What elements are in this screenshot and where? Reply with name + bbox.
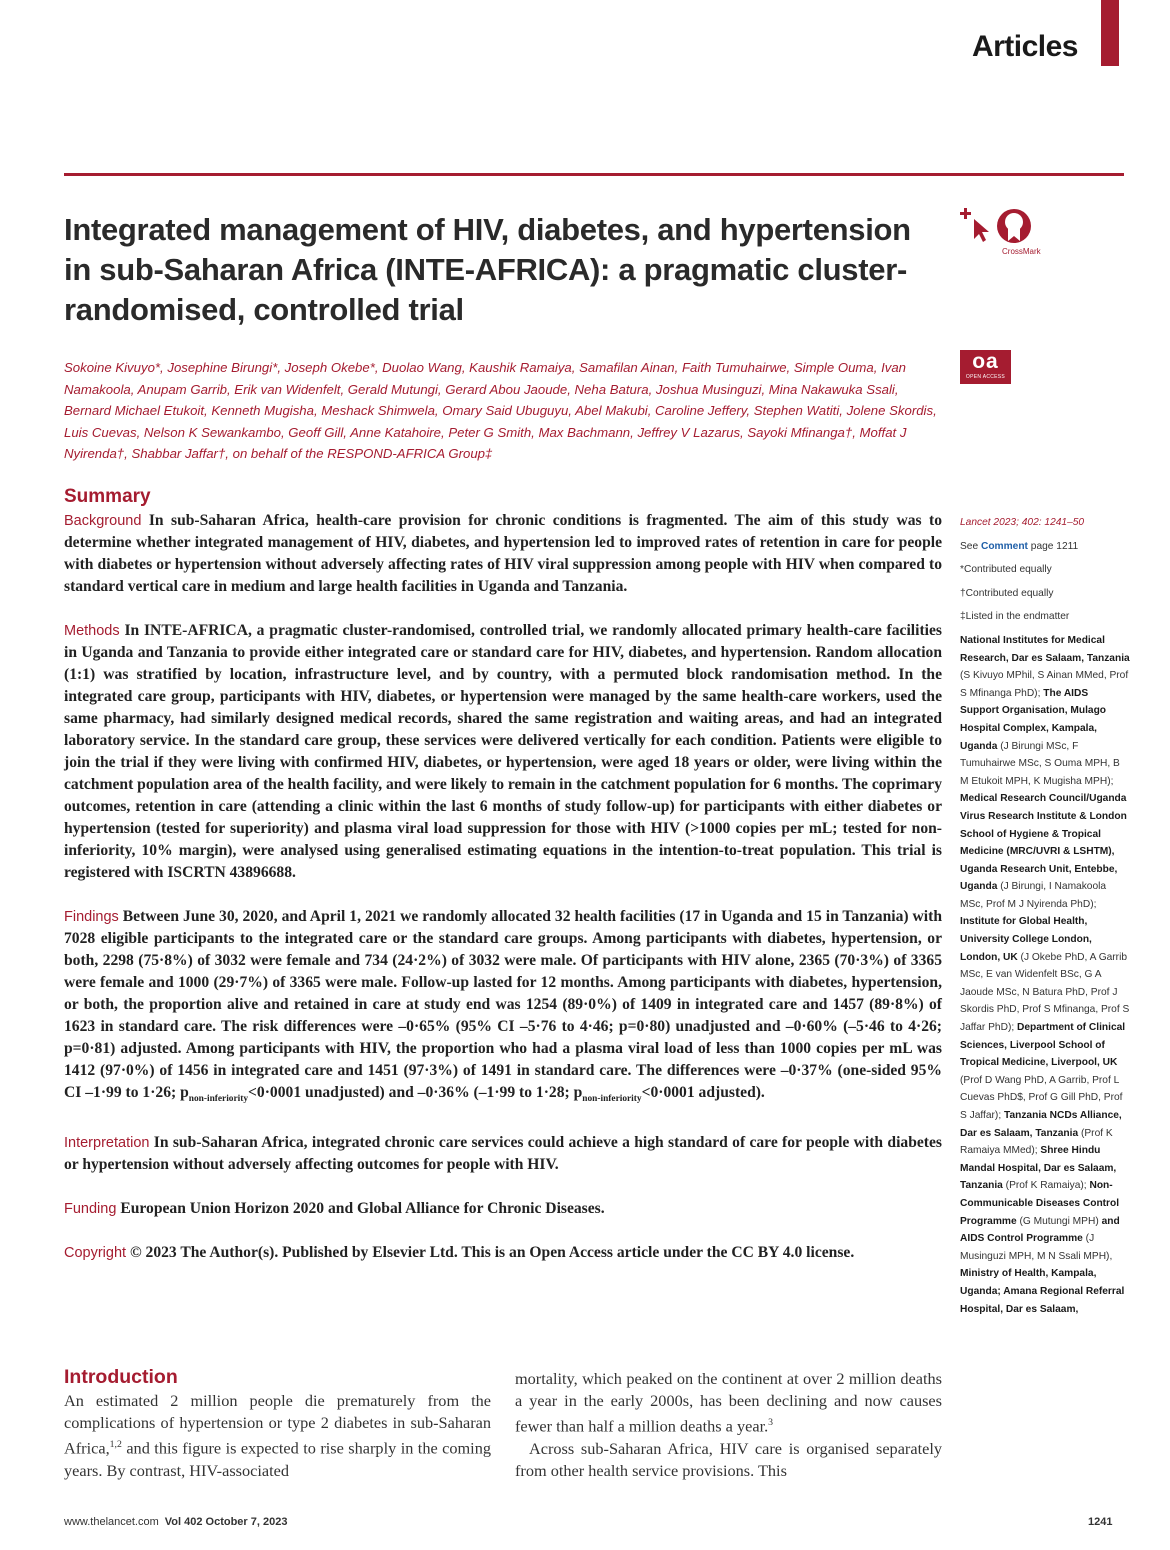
affiliation-separator: ; xyxy=(1034,1145,1041,1157)
intro-text: mortality, which peaked on the continent at over 2 million deaths a year in the early 2000s, has been declining and now causes fewer than half a million deaths a year. xyxy=(515,1369,942,1436)
affiliation-institution: Ministry of Health, Kampala, Uganda; Amana Regional Referral Hospital, Dar es Salaam, xyxy=(960,1268,1125,1315)
margin-sidebar xyxy=(960,514,1130,1318)
findings-subscript: non-inferiority xyxy=(582,1094,642,1105)
footnote-endmatter: ‡Listed in the endmatter xyxy=(960,611,1070,623)
intro-text: and this figure is expected to rise sharply in the coming years. By contrast, HIV-associated xyxy=(64,1438,491,1481)
affiliation-people: (Prof D Wang PhD, A Garrib, Prof L Cuevas PhD$, Prof G Gill PhD, Prof S Jaffar) xyxy=(960,1074,1123,1121)
citation: Lancet 2023; 402: 1241–50 xyxy=(960,517,1085,528)
funding-label: Funding xyxy=(64,1201,117,1218)
comment-link[interactable]: Comment xyxy=(980,540,1028,552)
volume-info: Vol 402 October 7, 2023 xyxy=(164,1516,288,1528)
findings-text: Between June 30, 2020, and April 1, 2021 we randomly allocated 32 health facilities (17 in Uganda and 15 in Tanzania) with 7028 eligible participants to the integrated care or the standard care groups. Among participants with diabetes, hypertension, or both, 2298 (75·8%) of 3032 were female and 734 (24·2%) of 3032 were male. Of participants with HIV alone, 2365 (70·3%) of 3365 were female and 1000 (29·7%) of 3365 were male. Follow-up lasted for 12 months. Among participants with diabetes, hypertension, or both, the proportion alive and retained in care at study end was 1254 (89·0%) of 1409 in integrated care and 1457 (89·8%) of 1623 in standard care. The risk differences were –0·65% (95% CI –5·76 to 4·46; p=0·80) unadjusted and –0·60% (–5·46 to 4·26; p=0·81) adjusted. Among participants with HIV, the proportion who had a plasma viral load of less than 1000 copies per mL was 1412 (97·0%) of 1456 in integrated care and 1451 (97·3%) of 1491 in standard care. The differences were –0·37% (one-sided 95% CI –1·99 to 1·26; p xyxy=(64,908,942,1101)
intro-text: Across sub-Saharan Africa, HIV care is organised separately from other health service provisions. This xyxy=(515,1439,942,1481)
affiliation-separator: ; xyxy=(1037,687,1044,699)
affiliation-institution: Tanzania NCDs Alliance, Dar es Salaam, Tanzania xyxy=(960,1110,1122,1139)
copyright-label: Copyright xyxy=(64,1245,127,1262)
methods-paragraph xyxy=(64,620,942,884)
page-number: 1241 xyxy=(1088,1516,1113,1528)
reference-superscript[interactable]: 3 xyxy=(768,1417,774,1429)
affiliation-people: (J Birungi, I Namakoola MSc, Prof M J Nyirenda PhD) xyxy=(960,881,1107,910)
affiliation-institution: Department of Clinical Sciences, Liverpool School of Tropical Medicine, Liverpool, UK xyxy=(960,1022,1126,1069)
affiliation-separator: ; xyxy=(998,1110,1004,1121)
methods-text: In INTE-AFRICA, a pragmatic cluster-randomised, controlled trial, we randomly allocated primary health-care facilities in Uganda and Tanzania to provide either integrated care or standard care for HIV, diabetes, and hypertension. Random allocation (1:1) was stratified by location, infrastructure level, and by country, with a permuted block randomisation method. In the integrated care group, participants with HIV, diabetes, or hypertension were managed by the same health-care workers, used the same pharmacy, had similarly designed medical records, shared the same registration and waiting areas, and had an integrated laboratory service. In the standard care group, these services were delivered vertically for each condition. Patients were eligible to join the trial if they were living with confirmed HIV, diabetes, or hypertension, were aged 18 years or older, were living within the catchment population area of the health facility, and were likely to remain in the catchment population for 6 months. The coprimary outcomes, retention in care (attending a clinic within the last 6 months of study follow-up) for participants with either diabetes or hypertension (tested for superiority) and plasma viral load suppression for those with HIV (>1000 copies per mL; tested for non-inferiority, 10% margin), were analysed using generalised estimating equations in the intention-to-treat population. This trial is registered with ISCRTN 43896688. xyxy=(64,622,942,881)
affiliation-institution: Non-Communicable Diseases Control Programme xyxy=(960,1180,1120,1227)
see-prefix: See xyxy=(960,540,981,552)
affiliation-institution: Shree Hindu Mandal Hospital, Dar es Salaam, Tanzania xyxy=(960,1145,1117,1192)
findings-text: <0·0001 unadjusted) and –0·36% (–1·99 to 1·28; p xyxy=(248,1084,583,1101)
background-text: In sub-Saharan Africa, health-care provision for chronic conditions is fragmented. The aim of this study was to determine whether integrated management of HIV, diabetes, and hypertension led to improved rates of retention in care for people with diabetes or hypertension without adversely affecting rates of HIV viral suppression among people with HIV when compared to standard vertical care in medium and large health facilities in Uganda and Tanzania. xyxy=(64,512,942,595)
affiliation-people: (Prof K Ramaiya MMed) xyxy=(960,1127,1113,1157)
copyright-paragraph xyxy=(64,1242,942,1264)
affiliation-separator: ; xyxy=(1011,1022,1018,1034)
summary-body xyxy=(64,510,942,1286)
see-comment xyxy=(960,538,1130,556)
affiliation-institution: Institute for Global Health, University College London, London, UK xyxy=(960,916,1092,963)
open-access-badge xyxy=(960,350,1011,384)
background-paragraph xyxy=(64,510,942,598)
findings-text: <0·0001 adjusted). xyxy=(641,1084,765,1101)
introduction-heading: Introduction xyxy=(64,1366,178,1388)
article-title: Integrated management of HIV, diabetes, and hypertension in sub-Saharan Africa (INTE-AFRICA): a pragmatic cluster-randomised, controlled trial xyxy=(64,212,911,327)
crossmark-label: CrossMark xyxy=(1002,247,1041,256)
reference-superscript[interactable]: 1,2 xyxy=(109,1439,122,1451)
introduction-column-2 xyxy=(515,1368,942,1482)
affiliations xyxy=(960,632,1130,1318)
oa-sublabel: OPEN ACCESS xyxy=(965,374,1006,380)
affiliation-separator: ; xyxy=(1110,775,1114,787)
findings-subscript: non-inferiority xyxy=(188,1094,249,1105)
funding-text: European Union Horizon 2020 and Global Alliance for Chronic Diseases. xyxy=(120,1200,605,1218)
footer-left xyxy=(64,1516,287,1528)
background-label: Background xyxy=(64,513,142,529)
footnote-equal-2: †Contributed equally xyxy=(960,587,1054,599)
journal-url[interactable]: www.thelancet.com xyxy=(64,1516,159,1528)
funding-paragraph xyxy=(64,1198,942,1220)
findings-label: Findings xyxy=(64,909,119,925)
section-label: Articles xyxy=(971,30,1078,63)
intro-text: An estimated 2 million people die prematurely from the complications of hypertension or type 2 diabetes in sub-Saharan Africa, xyxy=(64,1391,491,1458)
affiliation-institution: National Institutes for Medical Research, Dar es Salaam, Tanzania xyxy=(960,634,1130,664)
affiliation-people: (J Birungi MSc, F Tumuhairwe MSc, S Ouma MPH, B M Etukoit MPH, K Mugisha MPH) xyxy=(960,740,1120,787)
header-rule xyxy=(64,173,1124,176)
affiliation-people: (Prof K Ramaiya) xyxy=(1002,1180,1084,1192)
affiliation-separator: ; xyxy=(1093,898,1097,910)
affiliation-separator: ; xyxy=(1083,1180,1090,1192)
interpretation-paragraph xyxy=(64,1132,942,1176)
footnote-equal-1: *Contributed equally xyxy=(960,564,1052,576)
corner-accent-bar xyxy=(1101,0,1119,66)
copyright-text: © 2023 The Author(s). Published by Elsevier Ltd. This is an Open Access article under the CC BY 4.0 license. xyxy=(129,1244,855,1262)
introduction-column-1 xyxy=(64,1390,491,1482)
affiliation-people: (G Mutungi MPH) xyxy=(1016,1215,1099,1227)
see-suffix: page 1211 xyxy=(1027,540,1079,552)
affiliation-people: (J Okebe PhD, A Garrib MSc, E van Widenfelt BSc, G A Jaoude MSc, N Batura PhD, Prof J Skordis PhD, Prof S Mfinanga, Prof S Jaffar PhD) xyxy=(960,951,1130,1034)
methods-label: Methods xyxy=(64,623,120,639)
affiliation-institution: Medical Research Council/Uganda Virus Research Institute & London School of Hygiene & Tropical Medicine (MRC/UVRI & LSHTM), Uganda Research Unit, Entebbe, Uganda xyxy=(960,793,1127,893)
author-list: Sokoine Kivuyo*, Josephine Birungi*, Joseph Okebe*, Duolao Wang, Kaushik Ramaiya, Samafilan Ainan, Faith Tumuhairwe, Simple Ouma, Ivan Namakoola, Anupam Garrib, Erik van Widenfelt, Gerald Mutungi, Gerard Abou Jaoude, Neha Batura, Joshua Musinguzi, Mina Nakawuka Ssali, Bernard Michael Etukoit, Kenneth Mugisha, Meshack Shimwela, Omary Said Ubuguyu, Abel Makubi, Caroline Jeffery, Stephen Watiti, Jolene Skordis, Luis Cuevas, Nelson K Sewankambo, Geoff Gill, Anne Katahoire, Peter G Smith, Max Bachmann, Jeffrey V Lazarus, Sayoki Mfinanga†, Moffat J Nyirenda†, Shabbar Jaffar†, on behalf of the RESPOND-AFRICA Group‡ xyxy=(64,360,937,462)
summary-heading: Summary xyxy=(64,486,151,507)
affiliation-institution: The AIDS Support Organisation, Mulago Hospital Complex, Kampala, Uganda xyxy=(960,687,1107,752)
interpretation-text: In sub-Saharan Africa, integrated chronic care services could achieve a high standard of care for people with diabetes or hypertension without adversely affecting outcomes for people with HIV. xyxy=(64,1134,942,1174)
oa-label: oa xyxy=(972,350,999,373)
affiliation-institution: and AIDS Control Programme xyxy=(960,1215,1120,1245)
affiliation-separator: , xyxy=(1109,1250,1113,1262)
affiliation-people: (S Kivuyo MPhil, S Ainan MMed, Prof S Mfinanga PhD) xyxy=(960,670,1129,699)
affiliation-people: (J Musinguzi MPH, M N Ssali MPH) xyxy=(960,1233,1110,1262)
findings-paragraph xyxy=(64,906,942,1110)
interpretation-label: Interpretation xyxy=(64,1135,150,1152)
